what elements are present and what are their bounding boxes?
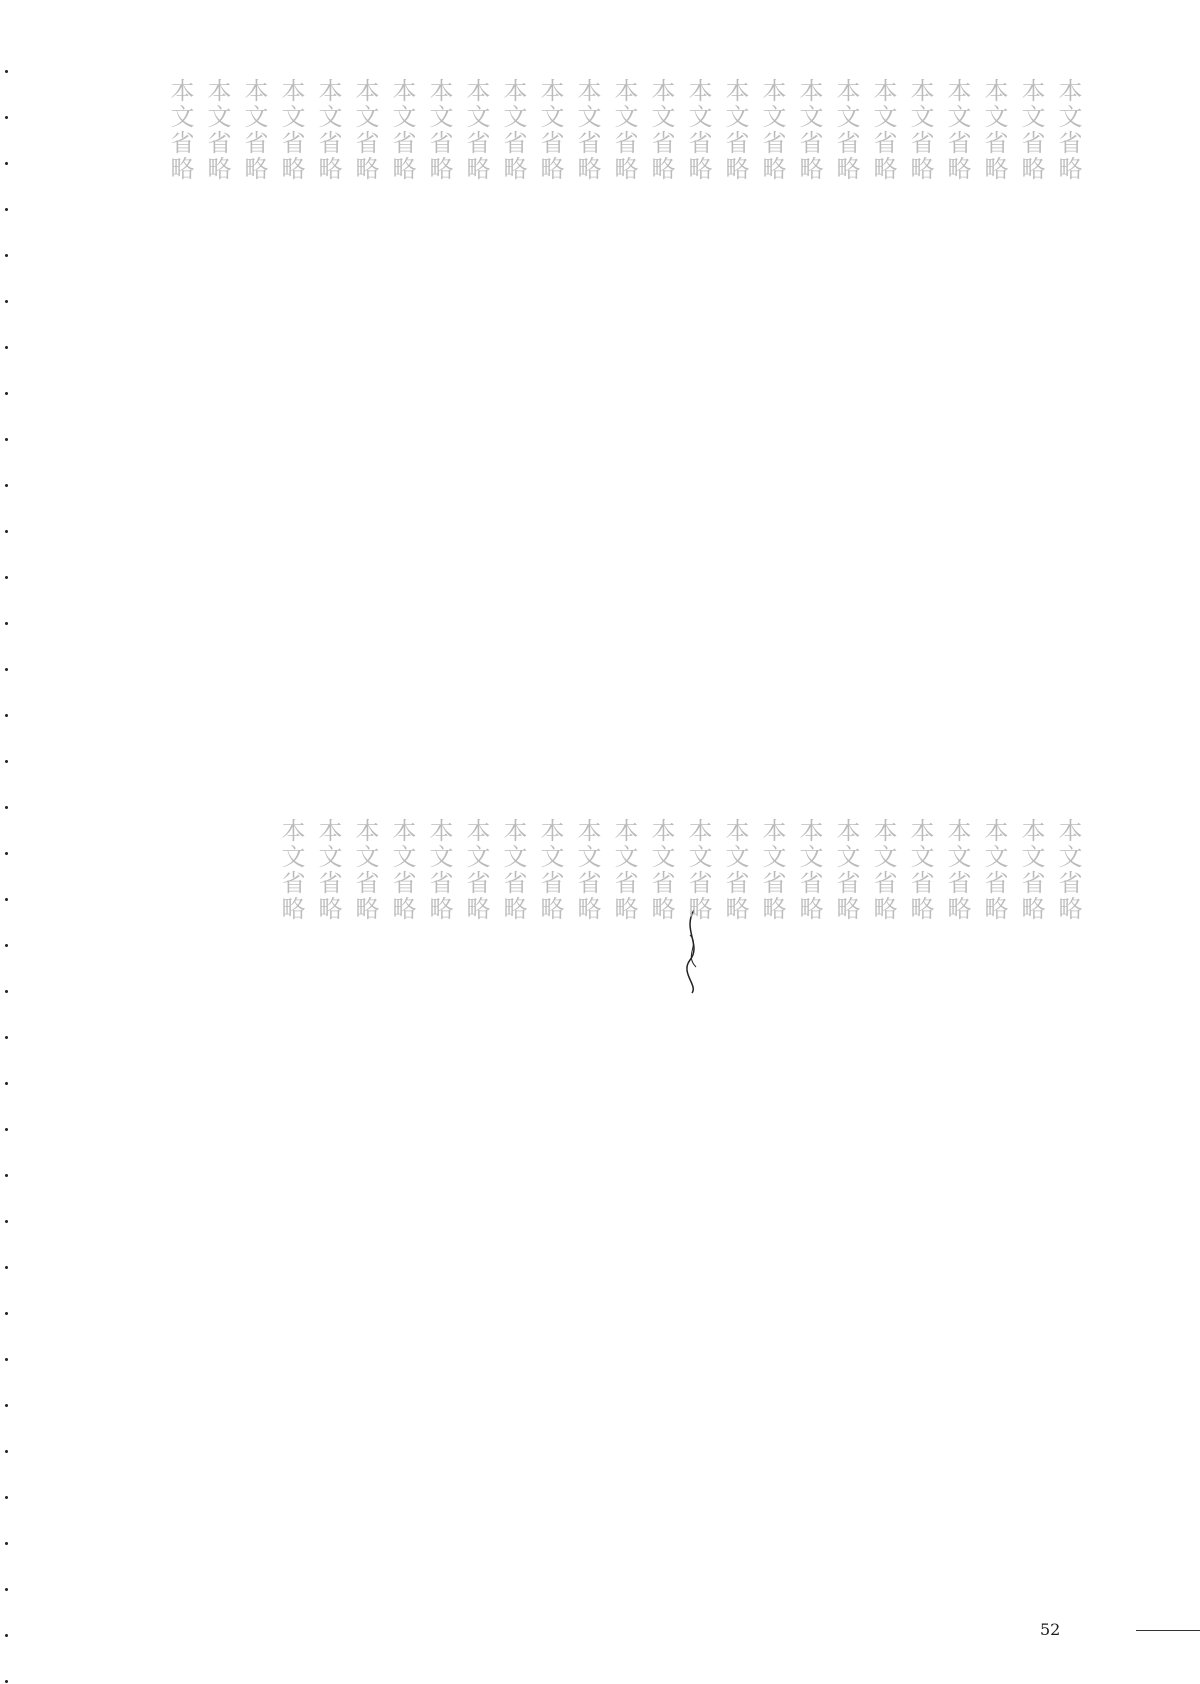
text-column: 本文省略 xyxy=(684,818,712,922)
text-column: 本文省略 xyxy=(462,78,490,182)
edge-mark xyxy=(5,714,8,717)
edge-mark xyxy=(5,852,8,855)
text-column: 本文省略 xyxy=(869,818,897,922)
edge-mark xyxy=(5,1404,8,1407)
edge-mark xyxy=(5,806,8,809)
text-column: 本文省略 xyxy=(1054,78,1082,182)
text-column: 本文省略 xyxy=(906,818,934,922)
text-column: 本文省略 xyxy=(351,818,379,922)
edge-mark xyxy=(5,484,8,487)
edge-mark xyxy=(5,990,8,993)
text-column: 本文省略 xyxy=(610,818,638,922)
text-column: 本文省略 xyxy=(758,78,786,182)
text-column: 本文省略 xyxy=(462,818,490,922)
text-column: 本文省略 xyxy=(980,78,1008,182)
edge-mark xyxy=(5,1588,8,1591)
text-column: 本文省略 xyxy=(351,78,379,182)
text-column: 本文省略 xyxy=(203,78,231,182)
text-column: 本文省略 xyxy=(943,78,971,182)
text-column: 本文省略 xyxy=(277,818,305,922)
edge-mark xyxy=(5,944,8,947)
text-column: 本文省略 xyxy=(536,78,564,182)
edge-mark xyxy=(5,1128,8,1131)
text-column: 本文省略 xyxy=(314,78,342,182)
edge-mark xyxy=(5,622,8,625)
edge-mark xyxy=(5,1358,8,1361)
text-column: 本文省略 xyxy=(166,78,194,182)
edge-mark xyxy=(5,1220,8,1223)
edge-mark xyxy=(5,530,8,533)
edge-mark xyxy=(5,1082,8,1085)
text-column: 本文省略 xyxy=(795,818,823,922)
edge-mark xyxy=(5,1312,8,1315)
text-column: 本文省略 xyxy=(425,78,453,182)
text-column: 本文省略 xyxy=(1017,818,1045,922)
text-block-bottom xyxy=(279,818,1080,1548)
edge-mark xyxy=(5,116,8,119)
edge-mark xyxy=(5,346,8,349)
text-column: 本文省略 xyxy=(684,78,712,182)
text-column: 本文省略 xyxy=(536,818,564,922)
text-column: 本文省略 xyxy=(721,818,749,922)
edge-mark xyxy=(5,300,8,303)
edge-mark xyxy=(5,1634,8,1637)
text-column: 本文省略 xyxy=(869,78,897,182)
edge-mark xyxy=(5,254,8,257)
text-column: 本文省略 xyxy=(573,78,601,182)
text-column: 本文省略 xyxy=(943,818,971,922)
text-column: 本文省略 xyxy=(388,818,416,922)
text-column: 本文省略 xyxy=(980,818,1008,922)
text-column: 本文省略 xyxy=(795,78,823,182)
text-column: 本文省略 xyxy=(647,818,675,922)
edge-mark xyxy=(5,162,8,165)
edge-mark xyxy=(5,438,8,441)
text-column: 本文省略 xyxy=(314,818,342,922)
page-number: 52 xyxy=(1040,1620,1061,1639)
text-column: 本文省略 xyxy=(832,78,860,182)
text-column: 本文省略 xyxy=(388,78,416,182)
text-column: 本文省略 xyxy=(758,818,786,922)
edge-mark xyxy=(5,1266,8,1269)
text-column: 本文省略 xyxy=(1054,818,1082,922)
edge-mark xyxy=(5,1036,8,1039)
edge-mark xyxy=(5,1174,8,1177)
edge-mark xyxy=(5,1680,8,1683)
edge-mark xyxy=(5,576,8,579)
text-column: 本文省略 xyxy=(499,818,527,922)
page-number-rule xyxy=(1136,1630,1200,1631)
text-column: 本文省略 xyxy=(573,818,601,922)
text-column: 本文省略 xyxy=(610,78,638,182)
edge-mark xyxy=(5,1542,8,1545)
text-column: 本文省略 xyxy=(499,78,527,182)
text-column: 本文省略 xyxy=(277,78,305,182)
text-column: 本文省略 xyxy=(1017,78,1045,182)
edge-mark xyxy=(5,898,8,901)
edge-mark xyxy=(5,1496,8,1499)
edge-mark xyxy=(5,208,8,211)
edge-mark xyxy=(5,1450,8,1453)
text-column: 本文省略 xyxy=(832,818,860,922)
edge-mark xyxy=(5,668,8,671)
text-column: 本文省略 xyxy=(240,78,268,182)
text-column: 本文省略 xyxy=(721,78,749,182)
edge-mark xyxy=(5,392,8,395)
text-column: 本文省略 xyxy=(425,818,453,922)
text-column: 本文省略 xyxy=(906,78,934,182)
text-block-top xyxy=(168,78,1080,798)
scan-edge-marks xyxy=(3,70,11,1670)
text-column: 本文省略 xyxy=(647,78,675,182)
edge-mark xyxy=(5,760,8,763)
edge-mark xyxy=(5,70,8,73)
